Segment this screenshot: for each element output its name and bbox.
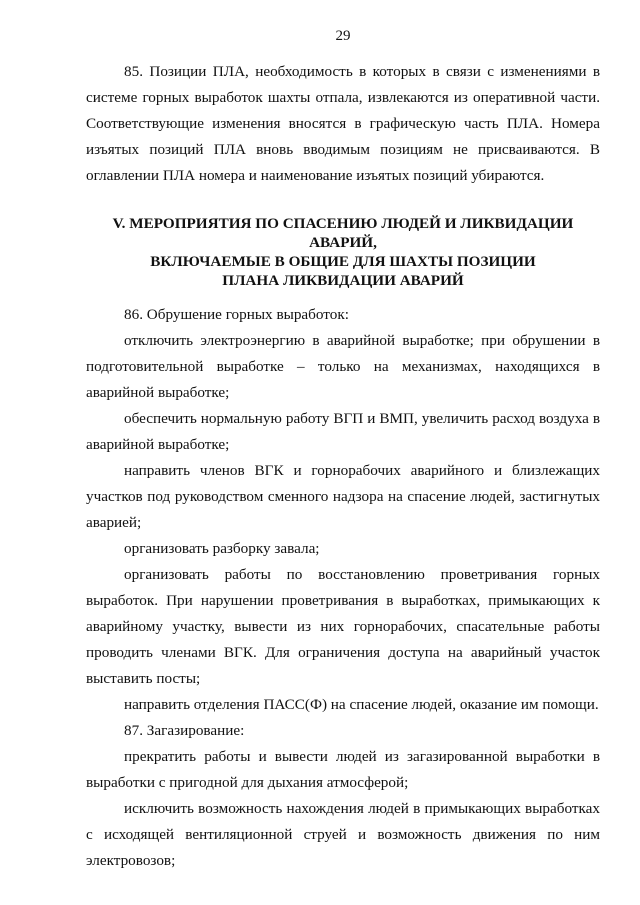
paragraph-86-item: направить отделения ПАСС(Ф) на спасение людей, оказание им помощи. <box>124 696 599 713</box>
paragraph-86-item: организовать разборку завала; <box>124 540 320 557</box>
section-heading <box>86 214 600 290</box>
paragraph-86-item: обеспечить нормальную работу ВГП и ВМП, увеличить расход воздуха в аварийной выработке; <box>86 410 600 453</box>
paragraph-86-item: организовать работы по восстановлению проветривания горных выработок. При нарушении проветривания в выработках, примыкающих к аварийному участку, вывести из них горнорабочих, спасательные работы проводить членами ВГК. Для ограничения доступа на аварийный участок выставить посты; <box>86 566 600 687</box>
paragraph-86-item: направить членов ВГК и горнорабочих аварийного и близлежащих участков под руководством сменного надзора на спасение людей, застигнутых аварией; <box>86 462 600 531</box>
paragraph-87-title: 87. Загазирование: <box>124 722 245 739</box>
paragraph-85: 85. Позиции ПЛА, необходимость в которых в связи с изменениями в системе горных выработок шахты отпала, извлекаются из оперативной части. Соответствующие изменения вносятся в графическую часть ПЛА. Номера изъятых позиций ПЛА вновь вводимым позициям не присваиваются. В оглавлении ПЛА номера и наименование изъятых позиций убираются. <box>86 63 600 184</box>
section-heading-line-3: ПЛАНА ЛИКВИДАЦИИ АВАРИЙ <box>222 272 464 289</box>
paragraph-86-title: 86. Обрушение горных выработок: <box>124 306 349 323</box>
section-heading-line-2: ВКЛЮЧАЕМЫЕ В ОБЩИЕ ДЛЯ ШАХТЫ ПОЗИЦИИ <box>150 253 536 270</box>
paragraph-87-item: исключить возможность нахождения людей в примыкающих выработках с исходящей вентиляционной струей и возможность движения по ним электровозов; <box>86 800 600 869</box>
section-heading-line-1: V. МЕРОПРИЯТИЯ ПО СПАСЕНИЮ ЛЮДЕЙ И ЛИКВИДАЦИИ АВАРИЙ, <box>112 215 574 251</box>
paragraph-87-item: прекратить работы и вывести людей из загазированной выработки в выработки с пригодной для дыхания атмосферой; <box>86 748 600 791</box>
page-number: 29 <box>335 28 351 44</box>
paragraph-86-item: отключить электроэнергию в аварийной выработке; при обрушении в подготовительной выработке – только на механизмах, находящихся в аварийной выработке; <box>86 332 600 401</box>
